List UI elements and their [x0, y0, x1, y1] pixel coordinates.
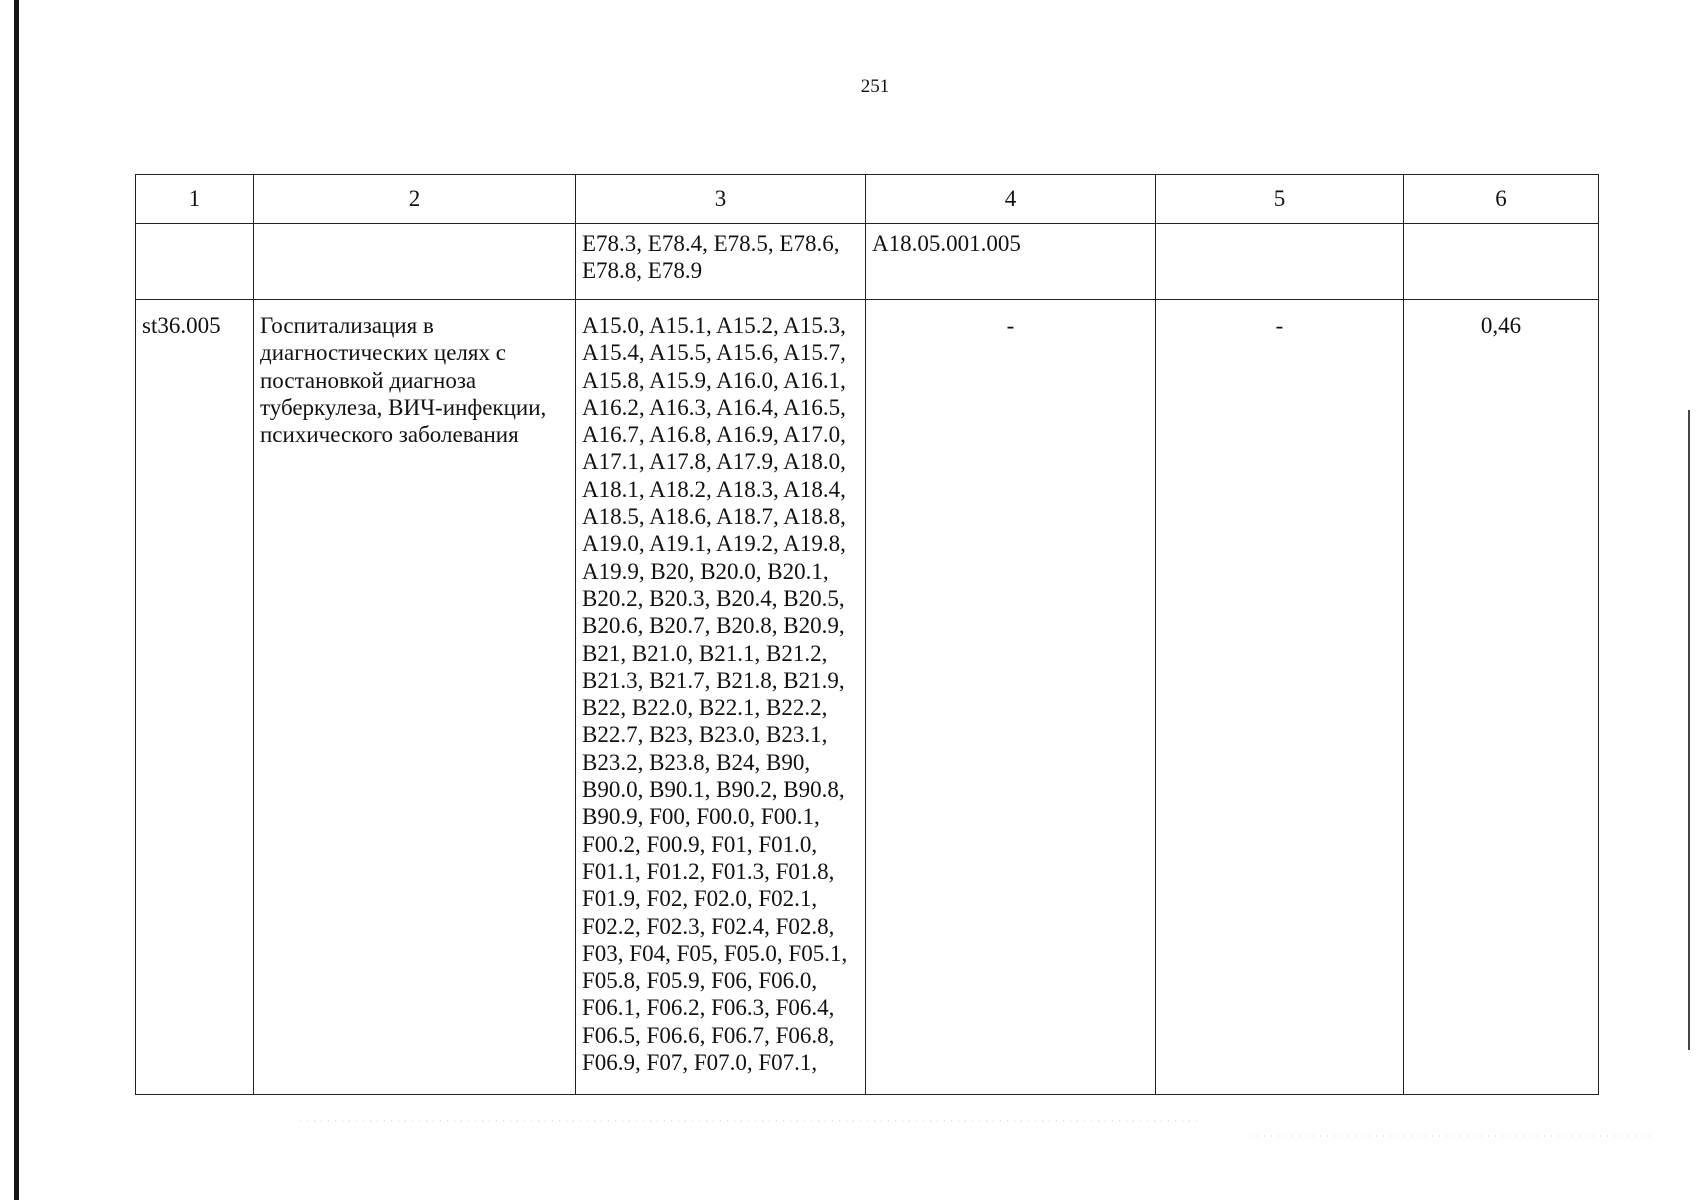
header-row	[136, 175, 1599, 224]
scan-noise	[300, 1120, 1200, 1122]
header-col-5: 5	[1156, 175, 1404, 224]
cell-diagnosis-codes: A15.0, A15.1, A15.2, A15.3, A15.4, A15.5, A15.6, A15.7, A15.8, A15.9, A16.0, A16.1, A16.2, A16.3, A16.4, A16.5, A16.7, A16.8, A16.9, A17.0, A17.1, A17.8, A17.9, A18.0, A18.1, A18.2, A18.3, A18.4, A18.5, A18.6, A18.7, A18.8, A19.0, A19.1, A19.2, A19.8, A19.9, B20, B20.0, B20.1, B20.2, B20.3, B20.4, B20.5, B20.6, B20.7, B20.8, B20.9, B21, B21.0, B21.1, B21.2, B21.3, B21.7, B21.8, B21.9, B22, B22.0, B22.1, B22.2, B22.7, B23, B23.0, B23.1, B23.2, B23.8, B24, B90, B90.0, B90.1, B90.2, B90.8, B90.9, F00, F00.0, F00.1, F00.2, F00.9, F01, F01.0, F01.1, F01.2, F01.3, F01.8, F01.9, F02, F02.0, F02.1, F02.2, F02.3, F02.4, F02.8, F03, F04, F05, F05.0, F05.1, F05.8, F05.9, F06, F06.0, F06.1, F06.2, F06.3, F06.4, F06.5, F06.6, F06.7, F06.8, F06.9, F07, F07.0, F07.1,	[576, 300, 866, 1095]
header-col-2: 2	[254, 175, 576, 224]
cell-coefficient	[1404, 224, 1599, 300]
cell-name: Госпитализация в диагностических целях с постановкой диагноза туберкулеза, ВИЧ-инфекции, психического заболевания	[254, 300, 576, 1095]
header-col-3: 3	[576, 175, 866, 224]
header-col-4: 4	[866, 175, 1156, 224]
cell-code: st36.005	[136, 300, 254, 1095]
scan-right-edge	[1688, 410, 1690, 1050]
header-col-1: 1	[136, 175, 254, 224]
document-table	[135, 174, 1599, 1095]
cell-col5: -	[1156, 300, 1404, 1095]
cell-col5	[1156, 224, 1404, 300]
cell-service-codes: -	[866, 300, 1156, 1095]
cell-coefficient: 0,46	[1404, 300, 1599, 1095]
cell-code	[136, 224, 254, 300]
header-col-6: 6	[1404, 175, 1599, 224]
scan-left-edge	[14, 0, 19, 1200]
scan-noise-2	[1250, 1135, 1650, 1137]
table-row	[136, 300, 1599, 1095]
cell-name	[254, 224, 576, 300]
cell-service-codes: A18.05.001.005	[866, 224, 1156, 300]
table-row	[136, 224, 1599, 300]
page-number: 251	[860, 76, 890, 97]
cell-diagnosis-codes: E78.3, E78.4, E78.5, E78.6, E78.8, E78.9	[576, 224, 866, 300]
